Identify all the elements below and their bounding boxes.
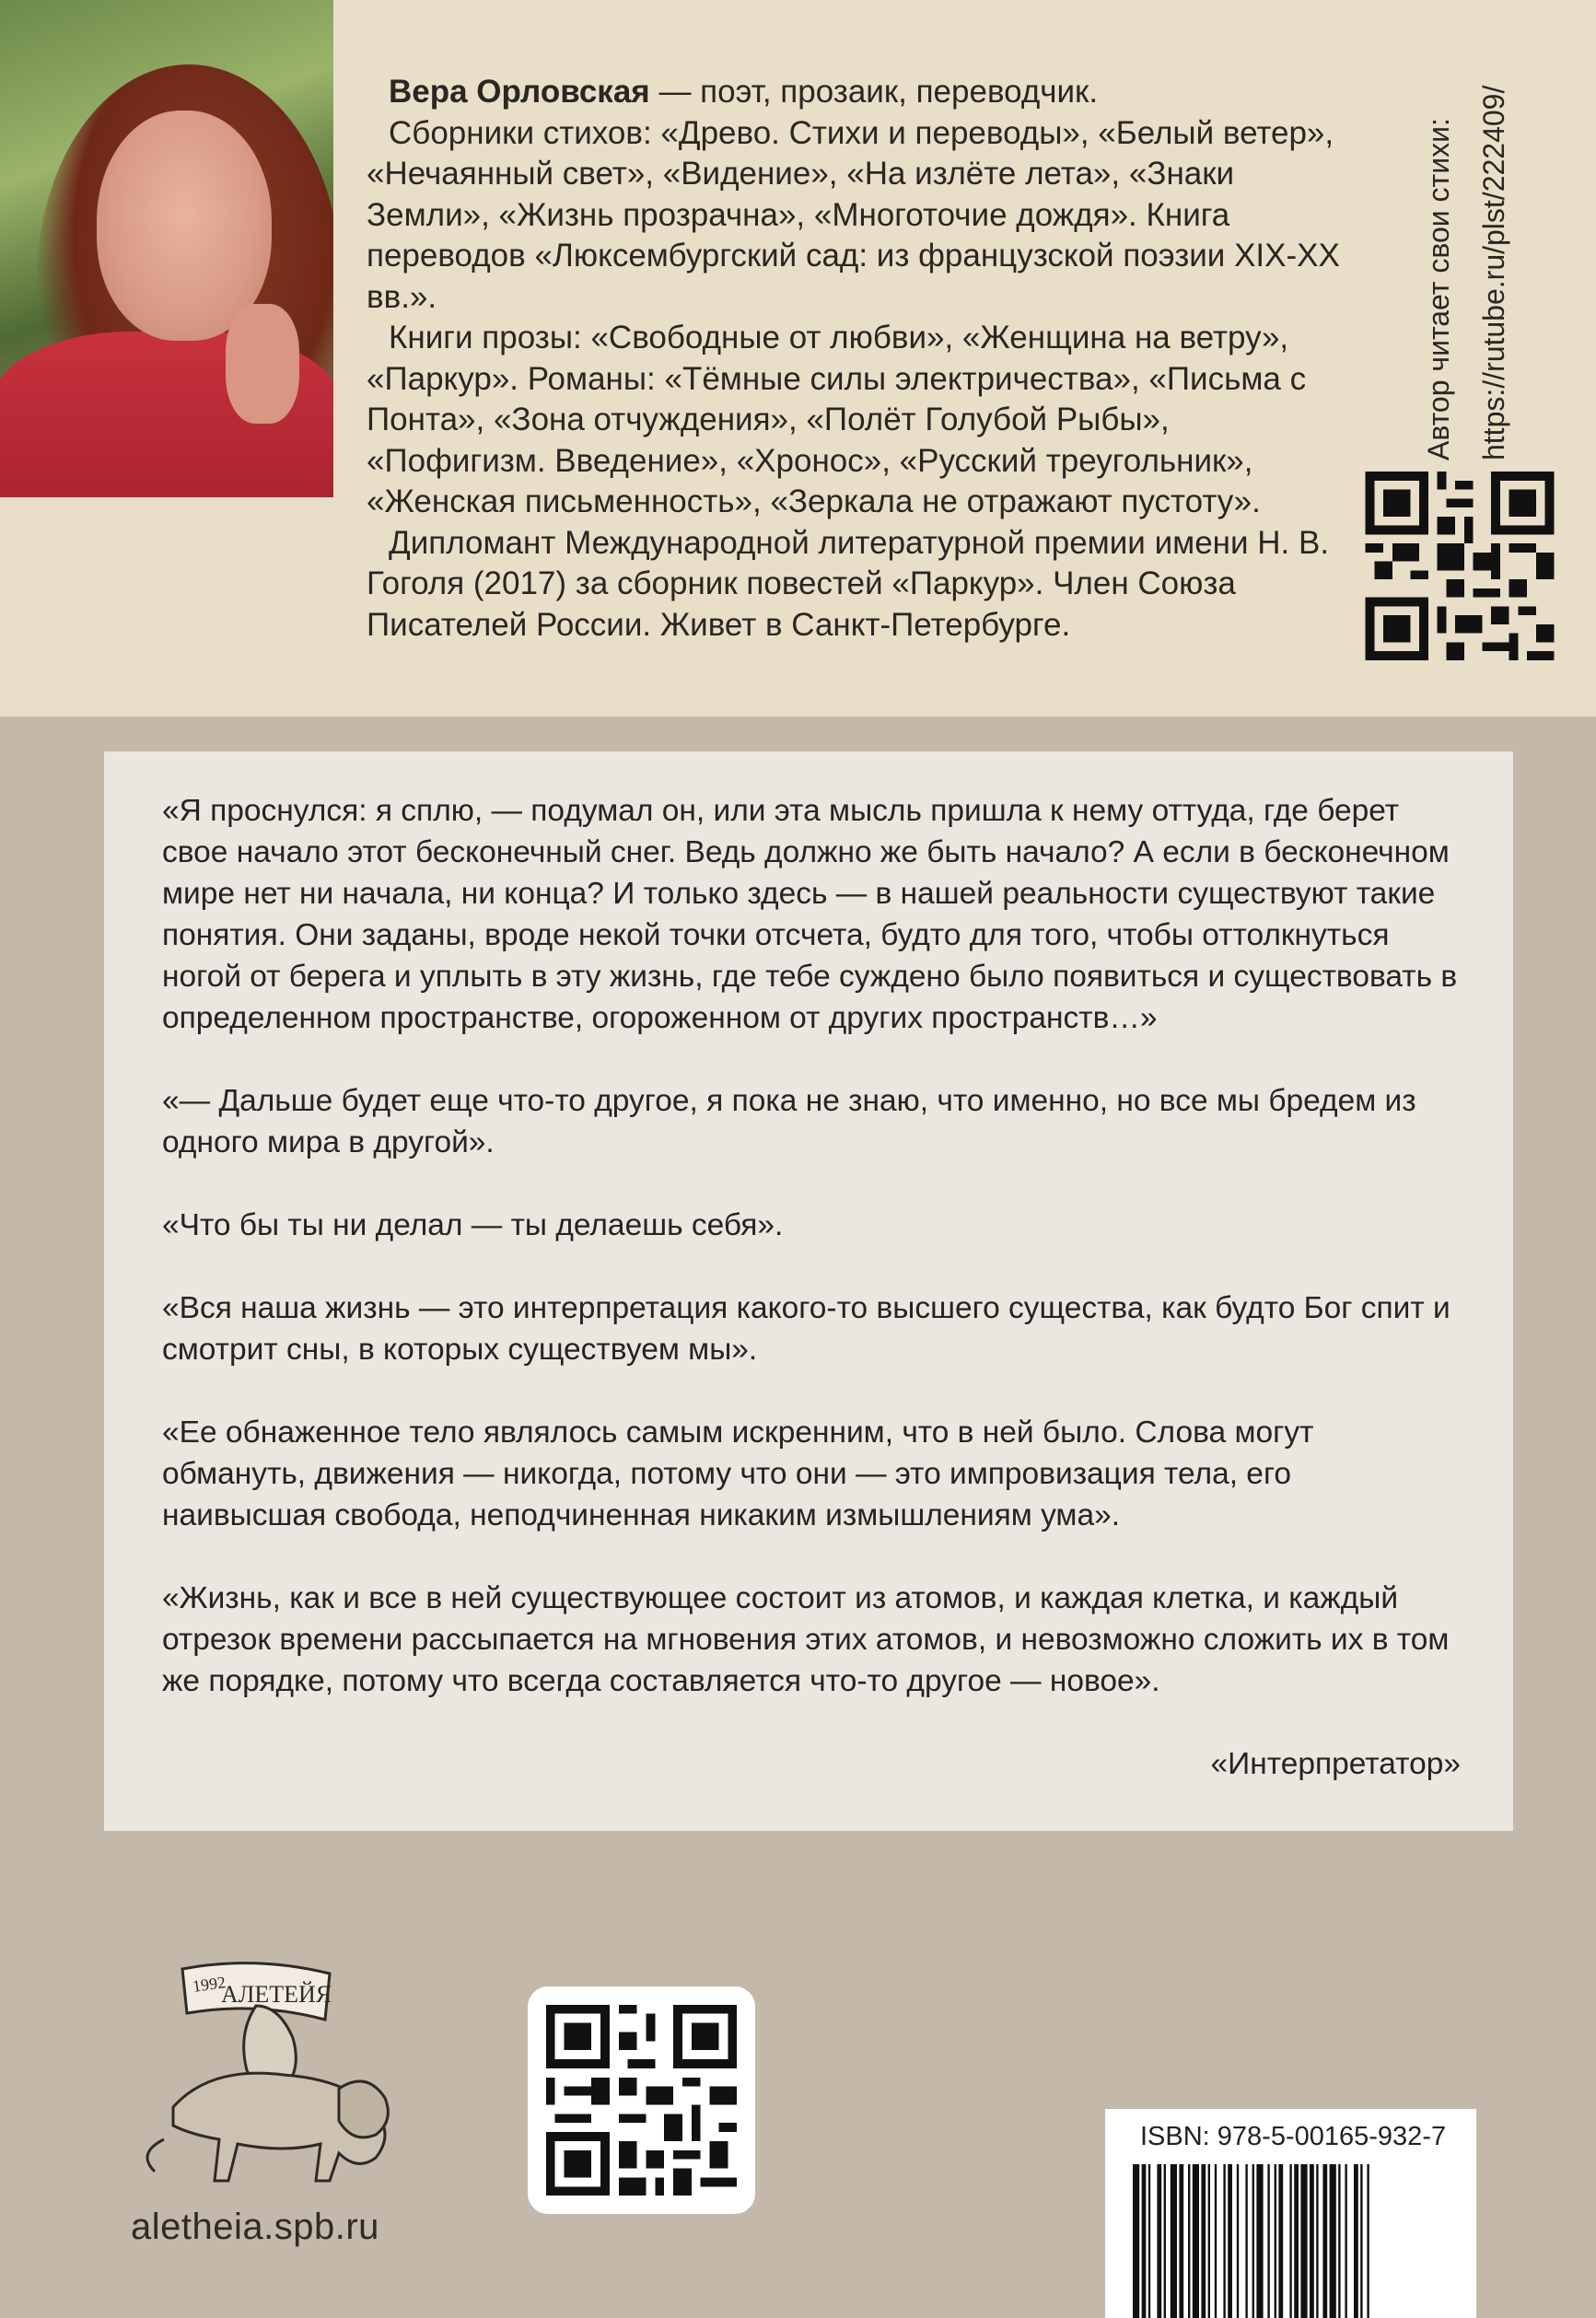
author-photo	[0, 0, 333, 497]
bio-prose: Книги прозы: «Свободные от любви», «Женщина на ветру», «Паркур». Романы: «Тёмные силы электричества», «Письма с Понта», «Зона отчуждения», «Полёт Голубой Рыбы», «Пофигизм. Введение», «Хронос», «Русский треугольник», «Женская письменность», «Зеркала не отражают пустоту».	[367, 320, 1307, 519]
bio-intro	[367, 72, 1343, 113]
logo-name: АЛЕТЕЙЯ	[221, 1981, 332, 2008]
quote-1: «Я проснулся: я сплю, — подумал он, или эта мысль пришла к нему оттуда, где берет свое начало этот бесконечный снег. Ведь должно же быть начало? А если в бесконечном мире нет ни начала, ни конца? И только здесь — в нашей реальности существуют такие понятия. Они заданы, вроде некой точки отсчета, будто для того, чтобы оттолкнуться ногой от берега и уплыть в эту жизнь, где тебе суждено было появиться и существовать в определенном пространстве, огороженном от других пространств…»	[162, 794, 1458, 1035]
publisher-logo	[118, 1951, 440, 2199]
author-name: Вера Орловская	[389, 74, 650, 110]
isbn-number: ISBN: 978-5-00165-932-7	[1140, 2122, 1447, 2151]
bio-poetry: Сборники стихов: «Древо. Стихи и переводы», «Белый ветер», «Нечаянный свет», «Видение», «На излёте лета», «Знаки Земли», «Жизнь прозрачна», «Многоточие дождя». Книга переводов «Люксембургский сад: из французской поэзии XIX-XX вв.».	[367, 114, 1340, 315]
quote-3: «Что бы ты ни делал — ты делаешь себя».	[162, 1208, 784, 1242]
quotes-block	[162, 790, 1461, 1826]
quote-panel	[104, 751, 1513, 1831]
reading-note	[1411, 28, 1540, 460]
quote-4: «Вся наша жизнь — это интерпретация какого-то высшего существа, как будто Бог спит и смотрит сны, в которых существуем мы».	[162, 1291, 1450, 1367]
author-bio	[367, 72, 1343, 646]
publisher-url[interactable]: aletheia.spb.ru	[131, 2207, 379, 2247]
quote-2: «— Дальше будет еще что-то другое, я пока не знаю, что именно, но все мы бредем из одного мира в другой».	[162, 1084, 1416, 1159]
logo-year: 1992	[191, 1973, 227, 1996]
bio-awards: Дипломант Международной литературной премии имени Н. В. Гоголя (2017) за сборник повестей «Паркур». Член Союза Писателей России. Живет в Санкт-Петербурге.	[367, 524, 1330, 643]
isbn-barcode-box	[1105, 2109, 1476, 2318]
qr-code-icon[interactable]	[528, 1986, 755, 2214]
quote-5: «Ее обнаженное тело являлось самым искренним, что в ней было. Слова могут обмануть, движения — никогда, потому что они — это импровизация тела, его наивысшая свобода, неподчиненная никаким измышлениям ума».	[162, 1415, 1314, 1532]
barcode-icon	[1133, 2164, 1455, 2318]
quote-source: «Интерпретатор»	[1210, 1747, 1461, 1781]
author-info-panel	[0, 0, 1596, 716]
reading-note-label: Автор читает свои стихи:	[1422, 118, 1455, 460]
quote-6: «Жизнь, как и все в ней существующее состоит из атомов, и каждая клетка, и каждый отрезок времени рассыпается на мгновения этих атомов, и невозможно сложить их в том же порядке, потому что всегда составляется что-то другое — новое».	[162, 1581, 1450, 1698]
reading-note-link[interactable]: https://rutube.ru/plst/222409/	[1477, 85, 1510, 460]
bio-line-1: — поэт, прозаик, переводчик.	[658, 74, 1099, 110]
qr-code-icon[interactable]	[1363, 472, 1556, 660]
